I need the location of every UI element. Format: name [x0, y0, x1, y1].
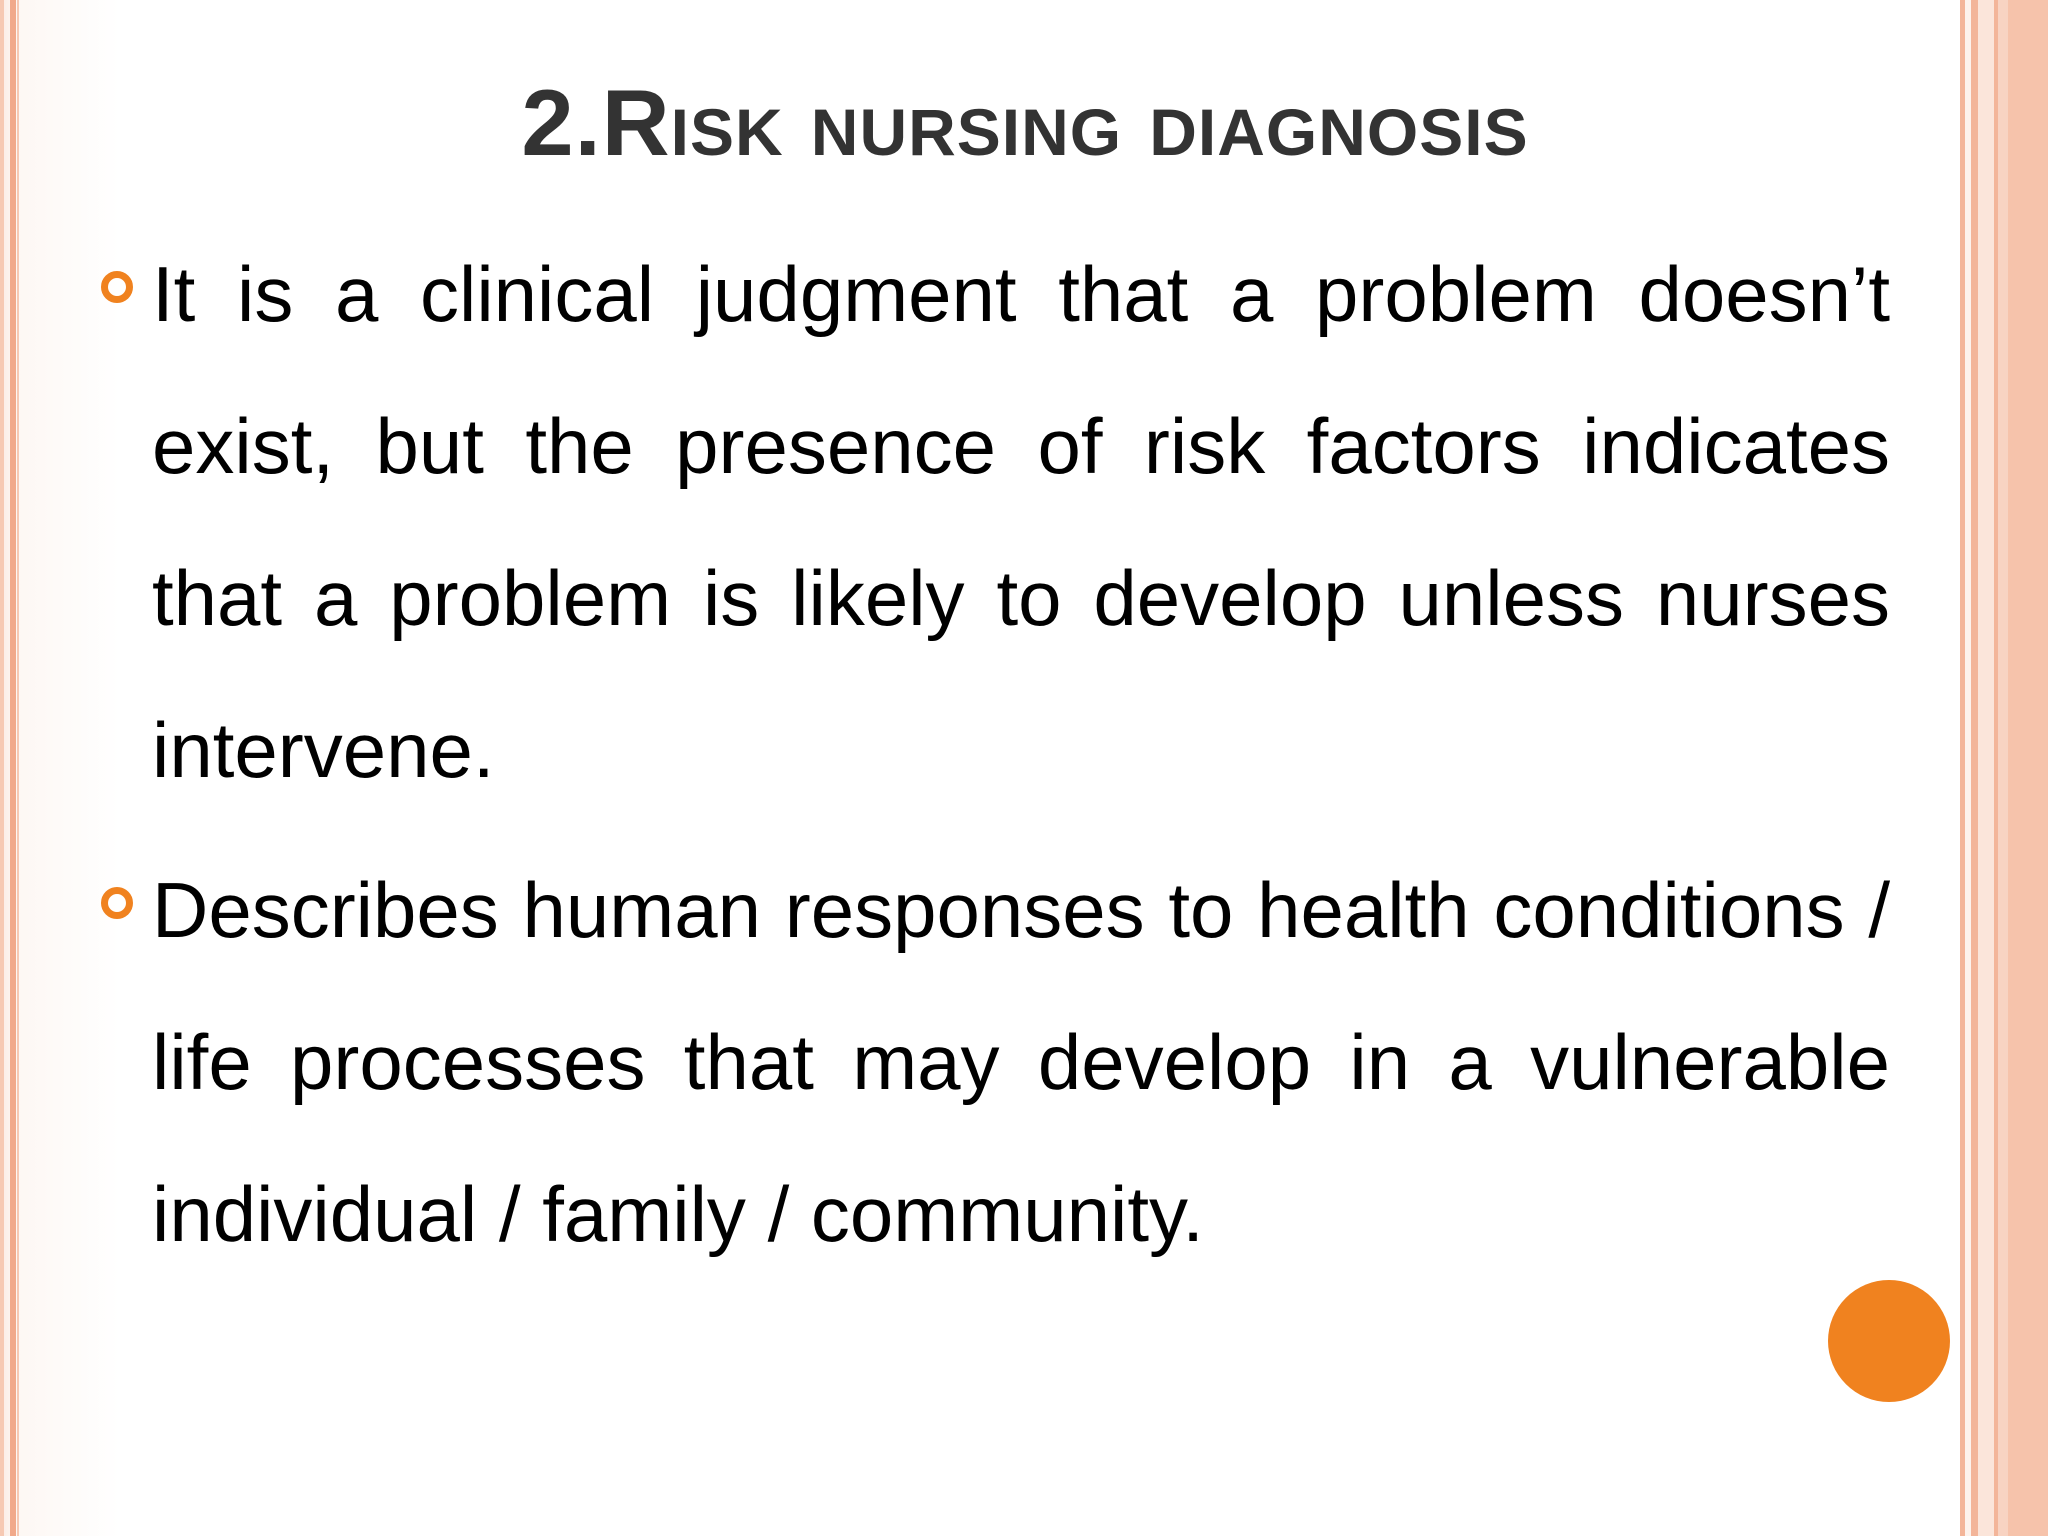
decorative-circle: [1828, 1280, 1950, 1402]
bullet-text: It is a clinical judgment that a problem doesn’t exist, but the presence of risk factors indicates that a problem is likely to develop unless nurses intervene.: [152, 250, 1890, 794]
bullet-text: Describes human responses to health conditions / life processes that may develop in a vulnerable individual / family / community.: [152, 866, 1890, 1258]
ring-bullet-icon: [100, 270, 134, 304]
right-border-stripe: [1971, 0, 1978, 1536]
ring-bullet-icon: [100, 886, 134, 920]
left-border-stripe: [17, 0, 19, 1536]
right-border-stripe: [1998, 0, 2008, 1536]
bullet-item: [100, 834, 1890, 1290]
bullet-list: [100, 218, 1890, 1290]
right-border-stripe: [2008, 0, 2048, 1536]
left-border-stripe: [10, 0, 16, 1536]
left-border-stripe: [0, 0, 4, 1536]
right-border-stripe: [1978, 0, 1994, 1536]
slide-title: 2.Risk nursing diagnosis: [521, 70, 1529, 175]
bullet-item: [100, 218, 1890, 826]
